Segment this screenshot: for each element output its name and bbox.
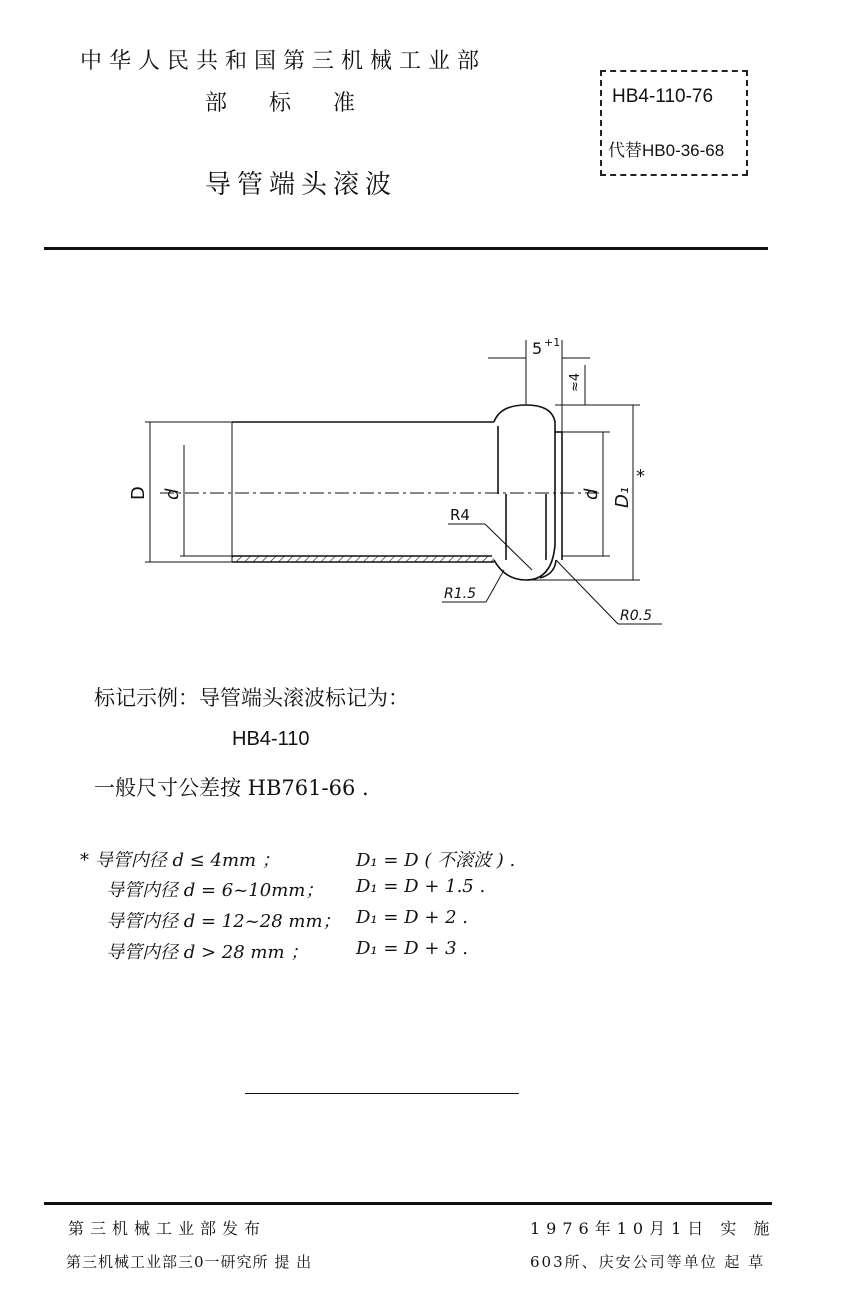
dim-top-value: 5 xyxy=(532,339,543,358)
label-R1-5: R1.5 xyxy=(444,586,476,602)
table-row-left: * 导管内径 d ≤ 4mm ； xyxy=(80,850,280,871)
label-D: D xyxy=(128,486,149,500)
standard-code: HB4-110-76 xyxy=(612,86,714,107)
document-title: 导管端头滚波 xyxy=(205,170,398,200)
label-D1: D₁ xyxy=(612,486,633,508)
end-divider xyxy=(245,1093,519,1094)
table-row-right: D₁ = D + 2 . xyxy=(356,907,469,928)
label-d-left: d xyxy=(162,488,183,500)
table-row-left: 导管内径 d > 28 mm ； xyxy=(106,942,309,963)
table-row-left: 导管内径 d = 6~10mm； xyxy=(106,880,324,901)
label-star: * xyxy=(636,466,645,487)
dim-top-tolerance: +1 xyxy=(544,336,561,349)
marking-example: 标记示例：导管端头滚波标记为： xyxy=(94,686,409,710)
footer-effective-date: 1976年10月1日 实 施 xyxy=(530,1219,776,1238)
footer-drafter: 603所、庆安公司等单位 起 草 xyxy=(530,1253,766,1271)
footer-issuer: 第三机械工业部发布 xyxy=(68,1219,267,1238)
dim-side-value: ≈4 xyxy=(568,372,583,392)
tolerance-note: 一般尺寸公差按 HB761-66 . xyxy=(94,776,369,800)
table-row-left: 导管内径 d = 12~28 mm； xyxy=(106,911,341,932)
tube-wall-hatch xyxy=(232,556,494,562)
marking-code: HB4-110 xyxy=(232,728,310,750)
table-row-right: D₁ = D + 3 . xyxy=(356,938,469,959)
replaced-standard: 代替HB0-36-68 xyxy=(608,141,725,160)
label-R0-5: R0.5 xyxy=(620,608,652,624)
table-row-right: D₁ = D + 1.5 . xyxy=(356,876,486,897)
label-R4: R4 xyxy=(450,506,470,524)
footer-divider xyxy=(44,1202,772,1205)
label-d-right: d xyxy=(581,488,602,500)
standard-label: 部标准 xyxy=(205,91,398,116)
ministry-name: 中华人民共和国第三机械工业部 xyxy=(80,49,487,74)
footer-proposer: 第三机械工业部三0一研究所 提 出 xyxy=(66,1253,313,1271)
table-row-right: D₁ = D ( 不滚波 ) . xyxy=(356,850,516,871)
